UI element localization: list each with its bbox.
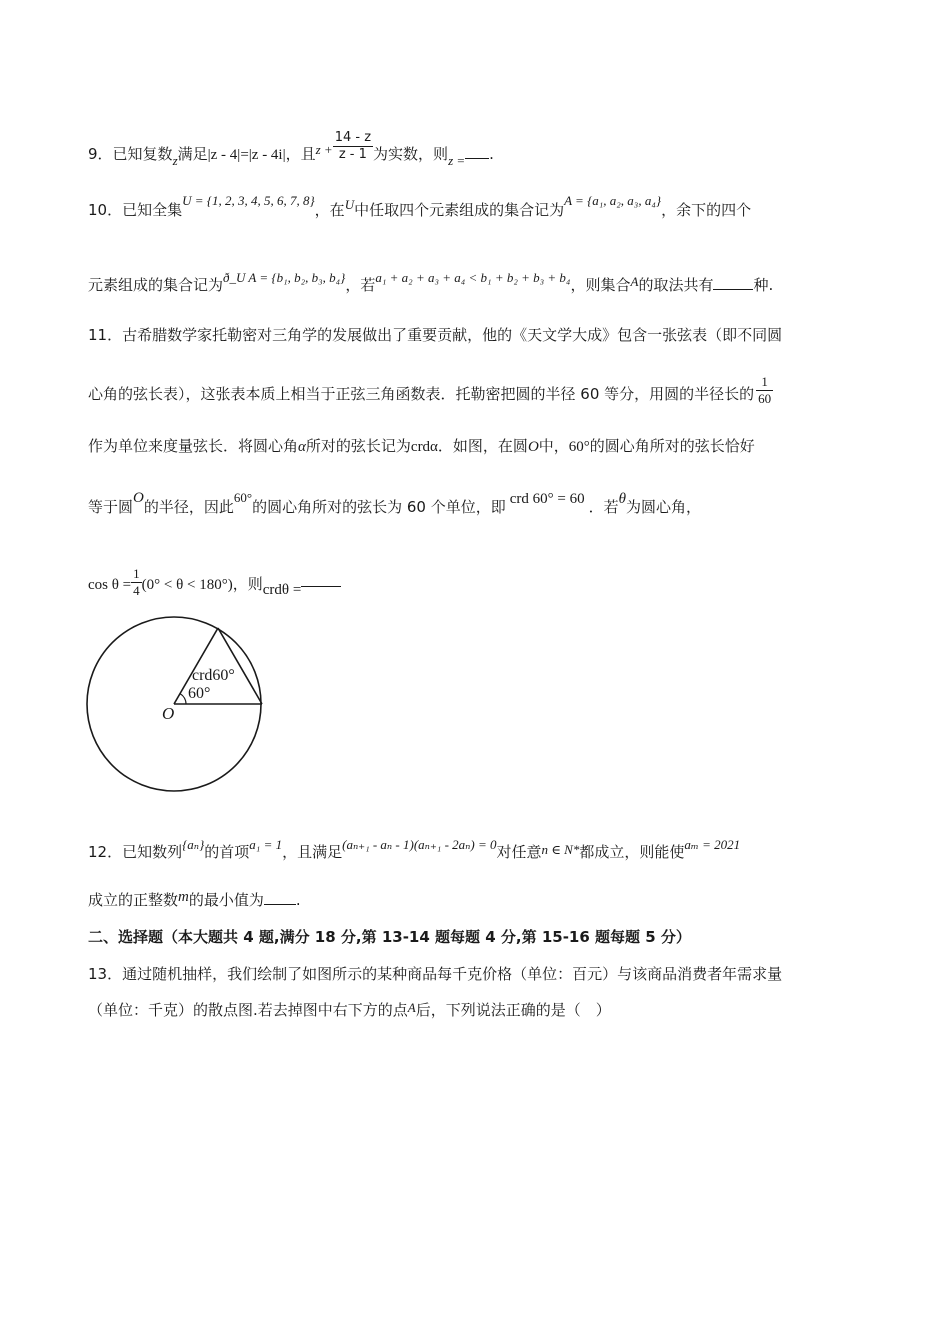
q9-text-2: 满足	[177, 145, 208, 163]
q11-number: 11．	[88, 326, 123, 344]
q11-text-4e: 为圆心角，	[625, 498, 701, 516]
label-angle-60: 60°	[188, 685, 211, 702]
q12-text-3: ，且满足	[282, 843, 343, 861]
q11-cos-den: 4	[133, 583, 140, 598]
q12-text-2: 的首项	[204, 843, 250, 861]
q11-cos-fraction	[131, 566, 142, 599]
q11-deg60-a: 60°	[568, 439, 590, 455]
label-O: O	[162, 704, 175, 723]
q10-complement-set: ð_U A = {b₁, b₂, b₃, b₄}	[223, 270, 346, 285]
q11-cos-lead: cos θ =	[88, 577, 132, 593]
q10-text-2: ，在	[314, 201, 345, 219]
label-crd60: crd60°	[192, 667, 235, 684]
q11-line-4	[88, 490, 701, 518]
q12-number: 12．	[88, 843, 123, 861]
q9-frac-den: z - 1	[338, 147, 367, 162]
q11-line-5	[88, 568, 341, 601]
q11-text-3c: ．如图，在圆	[437, 437, 528, 455]
q10-text-7: ，则集合	[570, 276, 631, 294]
q9-end: .	[489, 145, 494, 163]
q11-theta: θ	[618, 491, 626, 507]
q12-text-5: 都成立，则能使	[579, 843, 685, 861]
q12-n-in-N: n ∈ N*	[541, 842, 580, 857]
q11-text-4d: ．若	[588, 498, 619, 516]
q11-frac-den: 60	[758, 391, 772, 406]
q9-text-1: 已知复数	[112, 145, 173, 163]
q9-text-4: 为实数，则	[373, 145, 449, 163]
q9-abs-left: |z - 4|	[207, 147, 241, 163]
q11-deg60-b: 60°	[233, 490, 253, 505]
q11-cos-range: (0° < θ < 180°)	[141, 577, 233, 593]
q10-text-6: ，若	[345, 276, 376, 294]
q11-cos-num: 1	[133, 566, 140, 581]
q12-end: .	[295, 891, 301, 909]
q11-line-1	[88, 325, 782, 345]
q10-text-1: 已知全集	[122, 201, 183, 219]
q9-answer-lhs: z =	[448, 153, 466, 168]
q9-fraction	[333, 130, 373, 163]
chord-line	[218, 628, 262, 704]
q13-line-1	[88, 964, 782, 984]
q11-text-5b: ，则	[232, 575, 263, 593]
q13-text-2b: 后，下列说法正确的是（ ）	[415, 1001, 611, 1019]
q11-circle-O: O	[527, 439, 539, 455]
q10-line-2	[88, 270, 774, 296]
q12-am-eq: aₘ = 2021	[684, 837, 741, 852]
q10-text-4: ，余下的四个	[661, 201, 752, 219]
q12-text-7: 的最小值为	[188, 891, 264, 909]
circle-chord-figure	[86, 610, 268, 792]
q11-crd60-eq: crd 60° = 60	[509, 491, 585, 507]
q11-text-3d: 中，	[538, 437, 569, 455]
q11-text-4a: 等于圆	[88, 498, 134, 516]
q9-line	[88, 130, 494, 171]
q9-answer-blank	[465, 144, 489, 159]
q11-crd-theta: crdθ =	[262, 582, 302, 598]
q11-text-4c: 的圆心角所对的弦长为 60 个单位，即	[252, 498, 506, 516]
q10-inequality: a₁ + a₂ + a₃ + a₄ < b₁ + b₂ + b₃ + b₄	[375, 270, 571, 285]
q13-number: 13．	[88, 965, 123, 983]
q11-alpha: α	[298, 439, 306, 455]
q11-text-4b: 的半径，因此	[143, 498, 234, 516]
q10-text-8: 的取法共有	[638, 276, 714, 294]
q11-text-3e: 的圆心角所对的弦长恰好	[589, 437, 755, 455]
q10-text-5: 元素组成的集合记为	[88, 276, 224, 294]
q11-answer-blank	[301, 572, 341, 587]
q10-text-3: 中任取四个元素组成的集合记为	[354, 201, 565, 219]
q9-eq: =	[240, 147, 249, 163]
angle-arc	[180, 694, 186, 704]
q11-circle-O-2: O	[133, 490, 144, 506]
q10-set-A: A = {a₁, a₂, a₃, a₄}	[564, 193, 662, 208]
q11-line-2	[88, 374, 773, 411]
q11-crd-alpha: crdα	[410, 439, 438, 455]
q9-number: 9．	[88, 145, 113, 163]
q10-number: 10．	[88, 201, 123, 219]
q11-text-1: 古希腊数学家托勒密对三角学的发展做出了重要贡献，他的《天文学大成》包含一张弦表（即不同圆	[122, 326, 783, 344]
q10-var-U: U	[344, 197, 355, 212]
q12-line-2	[88, 890, 301, 911]
section-2-heading: 二、选择题（本大题共 4 题,满分 18 分,第 13-14 题每题 4 分,第 15-16 题每题 5 分）	[88, 928, 691, 946]
q10-answer-blank	[713, 275, 753, 290]
q12-text-4: 对任意	[496, 843, 542, 861]
q11-line-3	[88, 436, 755, 457]
q10-line-1	[88, 193, 752, 221]
q12-first-term: a₁ = 1	[249, 837, 283, 852]
q13-point-A: A	[407, 1000, 416, 1015]
q11-text-2: 心角的弦长表），这张表本质上相当于正弦三角函数表．托勒密把圆的半径 60 等分，用圆的半径长的	[88, 385, 755, 403]
q9-frac-num: 14 - z	[334, 130, 372, 145]
q12-line-1	[88, 837, 741, 863]
q13-text-1: 通过随机抽样，我们绘制了如图所示的某种商品每千克价格（单位：百元）与该商品消费者年需求量	[122, 965, 783, 983]
q11-text-3a: 作为单位来度量弦长．将圆心角	[88, 437, 299, 455]
q13-line-2	[88, 1000, 611, 1021]
q9-var-z: z	[172, 153, 178, 168]
q10-universal-set: U = {1, 2, 3, 4, 5, 6, 7, 8}	[182, 193, 315, 208]
q9-expr-lead: z +	[315, 142, 333, 157]
q9-text-3: ，且	[285, 145, 316, 163]
q12-sequence: {aₙ}	[182, 837, 205, 852]
q12-var-m: m	[178, 889, 189, 905]
q11-text-3b: 所对的弦长记为	[305, 437, 411, 455]
q11-fraction-1-60	[756, 374, 773, 407]
q12-answer-blank	[264, 890, 296, 905]
q9-abs-right: |z - 4i|	[248, 147, 286, 163]
q10-text-9: 种.	[753, 276, 774, 294]
q12-text-1: 已知数列	[122, 843, 183, 861]
q10-var-A: A	[630, 274, 639, 289]
q12-text-6: 成立的正整数	[88, 891, 179, 909]
q13-text-2a: （单位：千克）的散点图.若去掉图中右下方的点	[88, 1001, 408, 1019]
q11-frac-num: 1	[756, 374, 773, 391]
q12-relation: (aₙ₊₁ - aₙ - 1)(aₙ₊₁ - 2aₙ) = 0	[342, 837, 497, 852]
